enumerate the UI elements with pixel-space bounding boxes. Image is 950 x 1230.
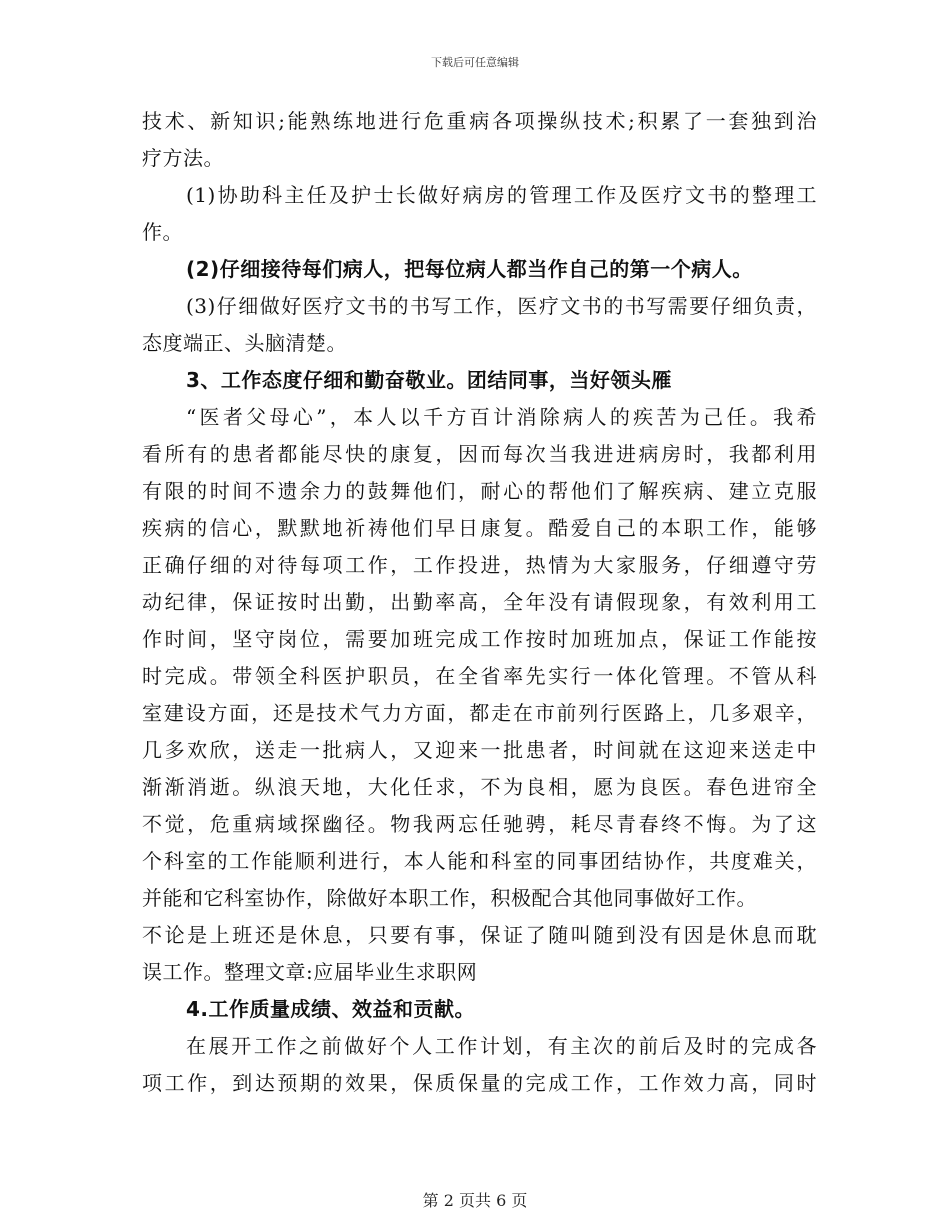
list-item-2: (2)仔细接待每们病人，把每位病人都当作自己的第一个病人。	[186, 257, 753, 281]
list-item-3: (3)仔细做好医疗文书的书写工作，医疗文书的书写需要仔细负责，	[186, 294, 817, 318]
document-body	[142, 103, 817, 1102]
section-heading-4: 4.工作质量成绩、效益和贡献。	[186, 997, 476, 1021]
paragraph-line: 看所有的患者都能尽快的康复，因而每次当我进进病房时，我都利用	[142, 442, 817, 466]
paragraph-line: 室建设方面，还是技术气力方面，都走在市前列行医路上，几多艰辛，	[142, 701, 817, 725]
paragraph-line: 疗方法。	[142, 146, 224, 170]
paragraph-line: 个科室的工作能顺利进行，本人能和科室的同事团结协作，共度难关，	[142, 849, 817, 873]
paragraph-line: 不觉，危重病域探幽径。物我两忘任驰骋，耗尽青春终不悔。为了这	[142, 812, 817, 836]
paragraph-line: 作。	[142, 220, 183, 244]
paragraph-line: 态度端正、头脑清楚。	[142, 331, 347, 355]
paragraph-line: 项工作，到达预期的效果，保质保量的完成工作，工作效力高，同时	[142, 1071, 817, 1095]
paragraph-line: 并能和它科室协作，除做好本职工作，积极配合其他同事做好工作。	[142, 886, 757, 910]
paragraph-line: 作时间，坚守岗位，需要加班完成工作按时加班加点，保证工作能按	[142, 627, 817, 651]
paragraph-line: 误工作。整理文章:应届毕业生求职网	[142, 960, 478, 984]
section-heading-3: 3、工作态度仔细和勤奋敬业。团结同事，当好领头雁	[186, 368, 672, 392]
page-header: 下载后可任意编辑	[431, 56, 519, 69]
paragraph-line: 动纪律，保证按时出勤，出勤率高，全年没有请假现象，有效利用工	[142, 590, 817, 614]
page-footer: 第 2 页共 6 页	[422, 1191, 528, 1210]
paragraph-line: 渐渐消逝。纵浪天地，大化任求，不为良相，愿为良医。春色进帘全	[142, 775, 817, 799]
list-item-1: (1)协助科主任及护士长做好病房的管理工作及医疗文书的整理工	[186, 183, 817, 207]
paragraph-line: 技术、新知识;能熟练地进行危重病各项操纵技术;积累了一套独到治	[142, 109, 817, 133]
paragraph-line: 几多欢欣，送走一批病人，又迎来一批患者，时间就在这迎来送走中	[142, 738, 817, 762]
paragraph-line: 有限的时间不遗余力的鼓舞他们，耐心的帮他们了解疾病、建立克服	[142, 479, 817, 503]
paragraph-line: “医者父母心”，本人以千方百计消除病人的疾苦为己任。我希	[186, 405, 817, 429]
paragraph-line: 在展开工作之前做好个人工作计划，有主次的前后及时的完成各	[186, 1034, 817, 1058]
paragraph-line: 时完成。带领全科医护职员，在全省率先实行一体化管理。不管从科	[142, 664, 817, 688]
paragraph-line: 疾病的信心，默默地祈祷他们早日康复。酷爱自己的本职工作，能够	[142, 516, 817, 540]
paragraph-line: 不论是上班还是休息，只要有事，保证了随叫随到没有因是休息而耽	[142, 923, 817, 947]
paragraph-line: 正确仔细的对待每项工作，工作投进，热情为大家服务，仔细遵守劳	[142, 553, 817, 577]
